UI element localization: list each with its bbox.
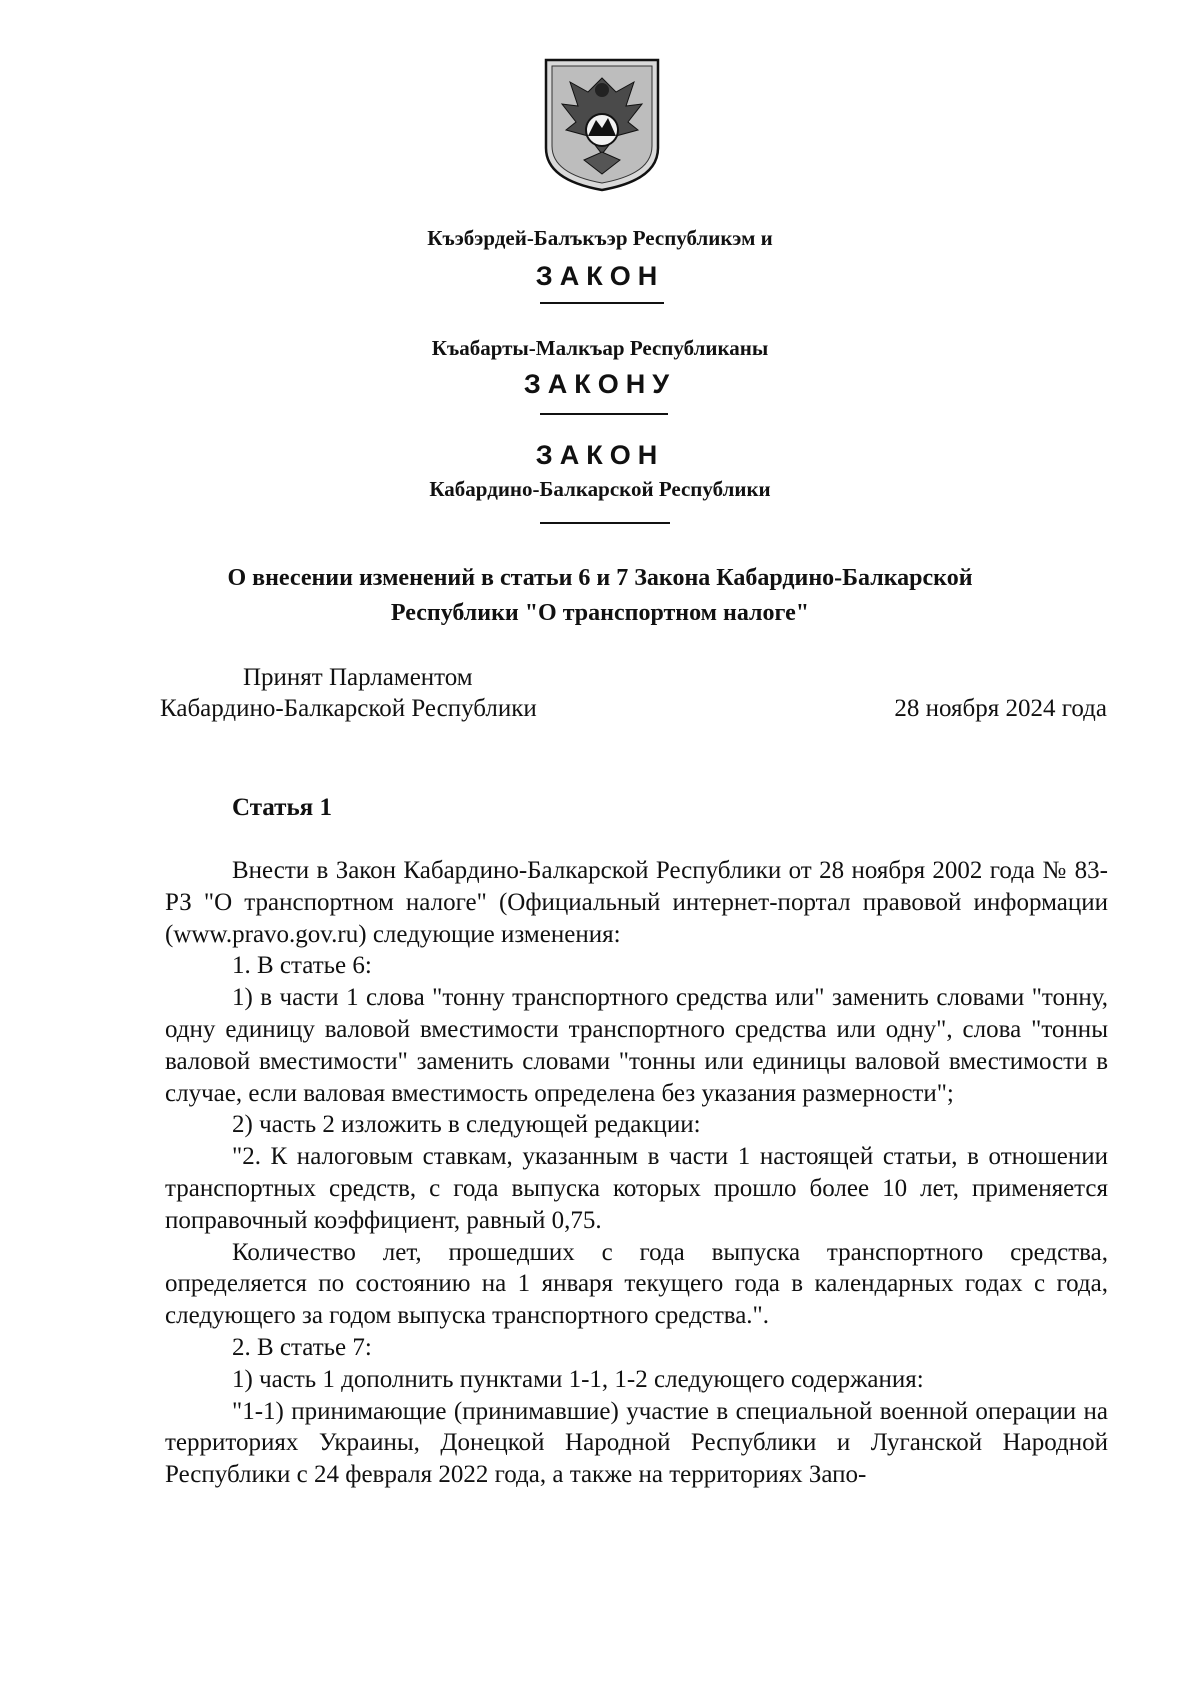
adopted-by-line-2: Кабардино-Балкарской Республики xyxy=(160,695,537,722)
article-paragraph: Внести в Закон Кабардино-Балкарской Республики от 28 ноября 2002 года № 83-РЗ "О транспортном налоге" (Официальный интернет-портал правовой информации (www.pravo.gov.ru) следующие изменения: xyxy=(165,857,1108,948)
kabardian-zakon-title: ЗАКОН xyxy=(535,261,665,291)
article-paragraph: Количество лет, прошедших с года выпуска транспортного средства, определяется по состоянию на 1 января текущего года в календарных годах с года, следующего за годом выпуска транспортного средства.". xyxy=(165,1238,1108,1330)
article-paragraph: 1) в части 1 слова "тонну транспортного средства или" заменить словами "тонну, одну единицу валовой вместимости транспортного средства или одну", слова "тонны валовой вместимости" заменить словами "тонны или единицы валовой вместимости в случае, если валовая вместимость определена без указания размерности"; xyxy=(165,984,1108,1107)
balkar-header-line: Къабарты-Малкъар Республиканы xyxy=(431,336,769,360)
russian-zakon-title: ЗАКОН xyxy=(535,440,665,470)
article-heading: Статья 1 xyxy=(232,794,332,821)
coat-of-arms-emblem xyxy=(542,56,662,194)
kabardian-header-line: Къэбэрдей-Балъкъэр Республикэм и xyxy=(427,226,773,250)
article-paragraph: 2) часть 2 изложить в следующей редакции: xyxy=(232,1111,701,1139)
adoption-date: 28 ноября 2024 года xyxy=(894,695,1107,722)
article-paragraph: 1) часть 1 дополнить пунктами 1-1, 1-2 следующего содержания: xyxy=(232,1365,924,1393)
law-title-line-2: Республики "О транспортном налоге" xyxy=(390,600,810,626)
article-body xyxy=(165,855,1108,1491)
article-paragraph: 2. В статье 7: xyxy=(232,1333,372,1361)
divider-line xyxy=(540,302,664,304)
article-paragraph: "1-1) принимающие (принимавшие) участие в специальной военной операции на территориях Украины, Донецкой Народной Республики и Луганской Народной Республики с 24 февраля 2022 года, а также на территориях Запо- xyxy=(165,1397,1108,1489)
law-title-line-1: О внесении изменений в статьи 6 и 7 Закона Кабардино-Балкарской xyxy=(227,565,973,591)
adopted-by-line-1: Принят Парламентом xyxy=(243,664,473,691)
russian-header-line: Кабардино-Балкарской Республики xyxy=(429,477,771,501)
law-title xyxy=(0,561,1200,631)
article-paragraph: "2. К налоговым ставкам, указанным в части 1 настоящей статьи, в отношении транспортных средств, с года выпуска которых прошло более 10 лет, применяется поправочный коэффициент, равный 0,75. xyxy=(165,1143,1108,1234)
divider-line xyxy=(540,413,668,415)
balkar-zakon-title: ЗАКОНУ xyxy=(523,369,677,399)
divider-line xyxy=(540,522,670,524)
article-paragraph: 1. В статье 6: xyxy=(232,952,372,980)
